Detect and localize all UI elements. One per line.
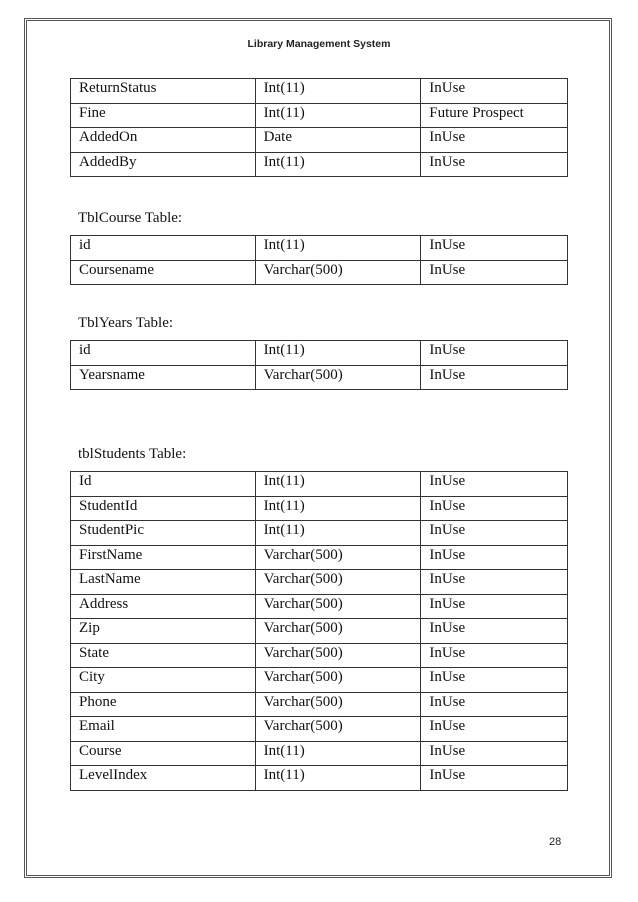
table-tblyears: [70, 340, 568, 390]
data-type-cell: Int(11): [255, 766, 421, 791]
table-caption-tblyears: TblYears Table:: [78, 315, 174, 331]
field-name-cell: City: [71, 668, 256, 693]
status-cell: InUse: [421, 741, 568, 766]
status-cell: InUse: [421, 668, 568, 693]
table-row: [71, 496, 568, 521]
table-row: [71, 668, 568, 693]
table-row: [71, 103, 568, 128]
data-type-cell: Date: [255, 128, 421, 153]
data-type-cell: Int(11): [255, 236, 421, 261]
field-name-cell: State: [71, 643, 256, 668]
data-type-cell: Varchar(500): [255, 570, 421, 595]
status-cell: InUse: [421, 766, 568, 791]
field-name-cell: ReturnStatus: [71, 79, 256, 104]
table-row: [71, 766, 568, 791]
table-row: [71, 619, 568, 644]
field-name-cell: AddedOn: [71, 128, 256, 153]
table-row: [71, 341, 568, 366]
field-name-cell: Coursename: [71, 260, 256, 285]
data-type-cell: Varchar(500): [255, 643, 421, 668]
status-cell: InUse: [421, 570, 568, 595]
table-row: [71, 152, 568, 177]
data-type-cell: Int(11): [255, 341, 421, 366]
data-type-cell: Varchar(500): [255, 668, 421, 693]
table-caption-tblcourse: TblCourse Table:: [78, 210, 183, 226]
field-name-cell: StudentId: [71, 496, 256, 521]
data-type-cell: Int(11): [255, 103, 421, 128]
table-row: [71, 545, 568, 570]
field-name-cell: Email: [71, 717, 256, 742]
table-row: [71, 365, 568, 390]
data-type-cell: Int(11): [255, 472, 421, 497]
page-number: 28: [549, 836, 562, 848]
table-caption-tblstudents: tblStudents Table:: [78, 446, 187, 462]
data-type-cell: Varchar(500): [255, 545, 421, 570]
field-name-cell: AddedBy: [71, 152, 256, 177]
data-type-cell: Varchar(500): [255, 594, 421, 619]
status-cell: InUse: [421, 717, 568, 742]
data-type-cell: Varchar(500): [255, 365, 421, 390]
data-type-cell: Int(11): [255, 521, 421, 546]
status-cell: InUse: [421, 545, 568, 570]
field-name-cell: id: [71, 341, 256, 366]
table-row: [71, 717, 568, 742]
status-cell: InUse: [421, 496, 568, 521]
data-type-cell: Int(11): [255, 741, 421, 766]
status-cell: InUse: [421, 341, 568, 366]
field-name-cell: id: [71, 236, 256, 261]
field-name-cell: LastName: [71, 570, 256, 595]
field-name-cell: Fine: [71, 103, 256, 128]
table-row: [71, 260, 568, 285]
table-row: [71, 236, 568, 261]
status-cell: InUse: [421, 472, 568, 497]
status-cell: Future Prospect: [421, 103, 568, 128]
field-name-cell: Yearsname: [71, 365, 256, 390]
status-cell: InUse: [421, 692, 568, 717]
field-name-cell: Zip: [71, 619, 256, 644]
data-type-cell: Varchar(500): [255, 717, 421, 742]
status-cell: InUse: [421, 79, 568, 104]
status-cell: InUse: [421, 128, 568, 153]
page-header: Library Management System: [247, 38, 391, 50]
field-name-cell: Course: [71, 741, 256, 766]
table-row: [71, 521, 568, 546]
table-row: [71, 128, 568, 153]
table-row: [71, 741, 568, 766]
data-type-cell: Int(11): [255, 152, 421, 177]
status-cell: InUse: [421, 152, 568, 177]
status-cell: InUse: [421, 260, 568, 285]
table-tblstudents: [70, 471, 568, 791]
field-name-cell: Address: [71, 594, 256, 619]
table-row: [71, 692, 568, 717]
table-row: [71, 643, 568, 668]
table-row: [71, 79, 568, 104]
field-name-cell: Phone: [71, 692, 256, 717]
status-cell: InUse: [421, 594, 568, 619]
table-row: [71, 570, 568, 595]
field-name-cell: LevelIndex: [71, 766, 256, 791]
status-cell: InUse: [421, 521, 568, 546]
table-continuation: [70, 78, 568, 177]
field-name-cell: Id: [71, 472, 256, 497]
data-type-cell: Int(11): [255, 496, 421, 521]
field-name-cell: StudentPic: [71, 521, 256, 546]
data-type-cell: Varchar(500): [255, 619, 421, 644]
data-type-cell: Int(11): [255, 79, 421, 104]
data-type-cell: Varchar(500): [255, 692, 421, 717]
status-cell: InUse: [421, 643, 568, 668]
table-row: [71, 594, 568, 619]
status-cell: InUse: [421, 236, 568, 261]
table-tblcourse: [70, 235, 568, 285]
data-type-cell: Varchar(500): [255, 260, 421, 285]
status-cell: InUse: [421, 365, 568, 390]
field-name-cell: FirstName: [71, 545, 256, 570]
status-cell: InUse: [421, 619, 568, 644]
table-row: [71, 472, 568, 497]
